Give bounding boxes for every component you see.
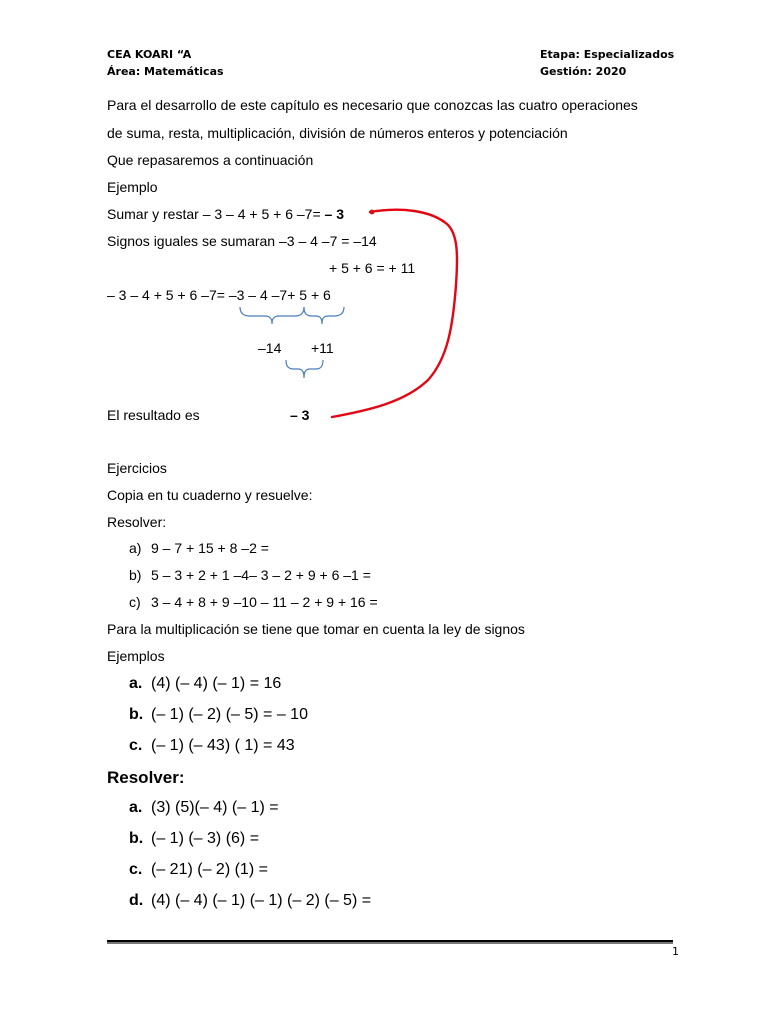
- header-school: CEA KOARI “A: [107, 48, 192, 61]
- multiplication-problem: [129, 830, 259, 848]
- intro-line-2: de suma, resta, multiplicación, división de números enteros y potenciación: [107, 125, 568, 141]
- partial-positive-sum: +11: [311, 340, 334, 356]
- multiplication-problem-expression: (3) (5)(– 4) (– 1) =: [151, 799, 279, 816]
- red-arrow-head: [370, 210, 375, 215]
- multiplication-problem-label: d.: [129, 892, 144, 909]
- positive-sum-line: + 5 + 6 = + 11: [329, 260, 416, 276]
- multiplication-problem-expression: (– 1) (– 3) (6) =: [151, 830, 260, 847]
- multiplication-problem-expression: (4) (– 4) (– 1) (– 1) (– 2) (– 5) =: [151, 892, 372, 909]
- multiplication-example: [129, 737, 295, 755]
- brace-negatives: [240, 307, 304, 324]
- multiplication-examples-title: Ejemplos: [107, 648, 165, 664]
- sum-example-text: Sumar y restar – 3 – 4 + 5 + 6 –7=: [107, 206, 321, 222]
- exercise-expression: 9 – 7 + 15 + 8 –2 =: [151, 540, 269, 556]
- multiplication-intro: Para la multiplicación se tiene que tomar en cuenta la ley de signos: [107, 621, 525, 637]
- header-stage: Etapa: Especializados: [540, 48, 675, 61]
- multiplication-example-expression: (– 1) (– 2) (– 5) = – 10: [151, 706, 308, 723]
- result-label: El resultado es: [107, 407, 200, 423]
- intro-line-1: Para el desarrollo de este capítulo es necesario que conozcas las cuatro operaciones: [107, 97, 638, 113]
- exercises-instruction: Copia en tu cuaderno y resuelve:: [107, 487, 313, 503]
- multiplication-example: [129, 675, 281, 693]
- example-heading: Ejemplo: [107, 179, 158, 195]
- header-area: Área: Matemáticas: [107, 65, 224, 78]
- grouping-braces: [240, 307, 344, 378]
- multiplication-problem-expression: (– 21) (– 2) (1) =: [151, 861, 268, 878]
- red-arrow-line: [332, 210, 457, 417]
- grouped-negatives: –3 – 4 –7: [228, 287, 288, 303]
- exercise-item: [129, 594, 378, 610]
- multiplication-problem-label: c.: [129, 861, 143, 878]
- multiplication-resolver-title: Resolver:: [107, 768, 185, 787]
- multiplication-example-expression: (– 1) (– 43) ( 1) = 43: [151, 737, 295, 754]
- brace-partials: [286, 360, 323, 378]
- multiplication-example: [129, 706, 308, 724]
- multiplication-problem: [129, 892, 371, 910]
- result-value: – 3: [290, 407, 310, 423]
- exercises-title: Ejercicios: [107, 460, 167, 476]
- exercise-expression: 5 – 3 + 2 + 1 –4– 3 – 2 + 9 + 6 –1 =: [151, 567, 371, 583]
- exercises-resolver: Resolver:: [107, 514, 167, 530]
- multiplication-example-expression: (4) (– 4) (– 1) = 16: [151, 675, 282, 692]
- footer-rule: [107, 940, 673, 942]
- same-signs-line: Signos iguales se sumaran –3 – 4 –7 = –14: [107, 233, 377, 249]
- brace-positives: [304, 307, 344, 324]
- multiplication-problem: [129, 861, 268, 879]
- sum-example-result: – 3: [324, 206, 344, 222]
- exercise-expression: 3 – 4 + 8 + 9 –10 – 11 – 2 + 9 + 16 =: [151, 594, 378, 610]
- multiplication-problem-label: b.: [129, 830, 144, 847]
- exercise-label: a): [129, 540, 142, 556]
- grouped-positives: + 5 + 6: [287, 287, 331, 303]
- exercise-item: [129, 567, 371, 583]
- header-year: Gestión: 2020: [540, 65, 627, 78]
- exercise-label: c): [129, 594, 141, 610]
- partial-negative-sum: –14: [258, 340, 282, 356]
- multiplication-example-label: c.: [129, 737, 143, 754]
- grouped-expression-left: – 3 – 4 + 5 + 6 –7=: [107, 287, 229, 303]
- exercise-item: [129, 540, 269, 556]
- exercise-label: b): [129, 567, 142, 583]
- multiplication-example-label: b.: [129, 706, 144, 723]
- multiplication-problem: [129, 799, 279, 817]
- intro-line-3: Que repasaremos a continuación: [107, 152, 314, 168]
- multiplication-problem-label: a.: [129, 799, 143, 816]
- multiplication-example-label: a.: [129, 675, 143, 692]
- page-number: 1: [672, 945, 679, 958]
